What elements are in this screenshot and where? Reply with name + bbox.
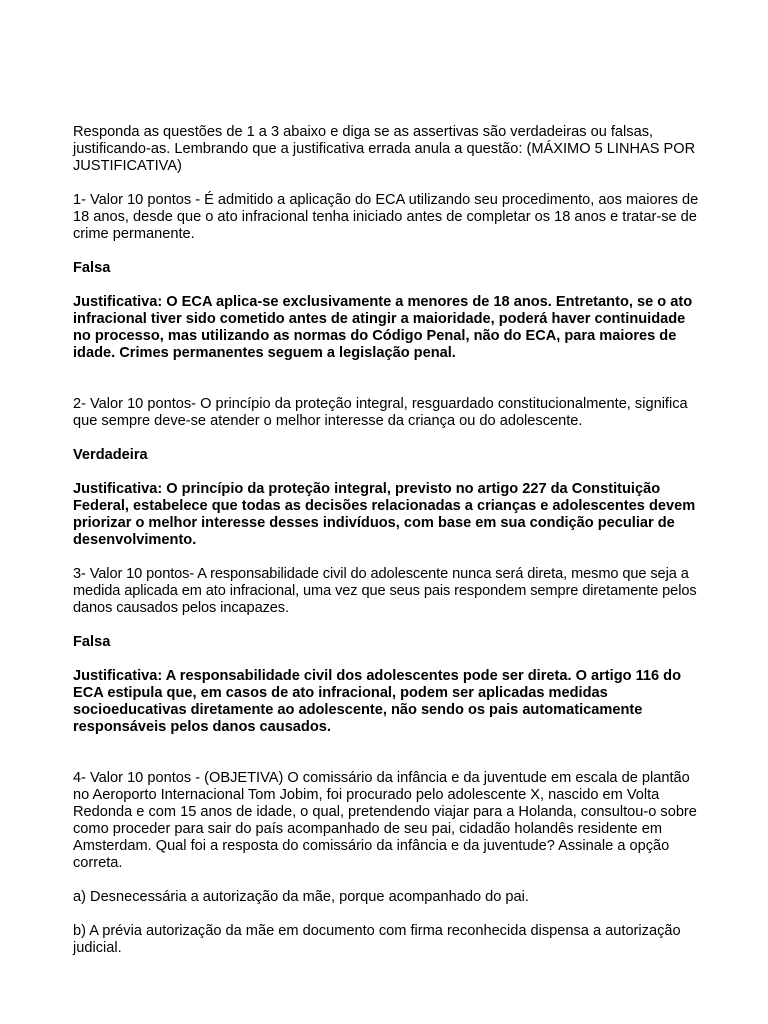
question-3-justification: Justificativa: A responsabilidade civil dos adolescentes pode ser direta. O artigo 116 do ECA estipula que, em casos de ato infracional, podem ser aplicadas medidas socioeducativas diretamente ao adolescente, não sendo os pais automaticamente responsáveis pelos danos causados. <box>73 668 681 735</box>
question-4-option-a: a) Desnecessária a autorização da mãe, porque acompanhado do pai. <box>73 889 529 905</box>
document-page <box>73 124 703 957</box>
question-2-text: 2- Valor 10 pontos- O princípio da proteção integral, resguardado constitucionalmente, significa que sempre deve-se atender o melhor interesse da criança ou do adolescente. <box>73 396 688 429</box>
question-3-answer: Falsa <box>73 634 111 650</box>
question-1-justification: Justificativa: O ECA aplica-se exclusivamente a menores de 18 anos. Entretanto, se o ato infracional tiver sido cometido antes de atingir a maioridade, poderá haver continuidade no processo, mas utilizando as normas do Código Penal, não do ECA, para maiores de idade. Crimes permanentes seguem a legislação penal. <box>73 294 693 361</box>
question-4-text: 4- Valor 10 pontos - (OBJETIVA) O comissário da infância e da juventude em escala de plantão no Aeroporto Internacional Tom Jobim, foi procurado pelo adolescente X, nascido em Volta Redonda e com 15 anos de idade, o qual, pretendendo viajar para a Holanda, consultou-o sobre como proceder para sair do país acompanhado de seu pai, cidadão holandês residente em Amsterdam. Qual foi a resposta do comissário da infância e da juventude? Assinale a opção correta. <box>73 770 697 871</box>
question-3-text: 3- Valor 10 pontos- A responsabilidade civil do adolescente nunca será direta, mesmo que seja a medida aplicada em ato infracional, uma vez que seus pais respondem sempre diretamente pelos danos causados pelos incapazes. <box>73 566 697 616</box>
instructions-paragraph: Responda as questões de 1 a 3 abaixo e diga se as assertivas são verdadeiras ou falsas, justificando-as. Lembrando que a justificativa errada anula a questão: (MÁXIMO 5 LINHAS POR JUSTIFICATIVA) <box>73 124 696 174</box>
question-2-justification: Justificativa: O princípio da proteção integral, previsto no artigo 227 da Constituição Federal, estabelece que todas as decisões relacionadas a crianças e adolescentes devem priorizar o melhor interesse desses indivíduos, com base em sua condição peculiar de desenvolvimento. <box>73 481 696 548</box>
question-1-answer: Falsa <box>73 260 111 276</box>
question-1-text: 1- Valor 10 pontos - É admitido a aplicação do ECA utilizando seu procedimento, aos maiores de 18 anos, desde que o ato infracional tenha iniciado antes de completar os 18 anos e tratar-se de crime permanente. <box>73 192 699 242</box>
question-2-answer: Verdadeira <box>73 447 148 463</box>
question-4-option-b: b) A prévia autorização da mãe em documento com firma reconhecida dispensa a autorização judicial. <box>73 923 681 956</box>
